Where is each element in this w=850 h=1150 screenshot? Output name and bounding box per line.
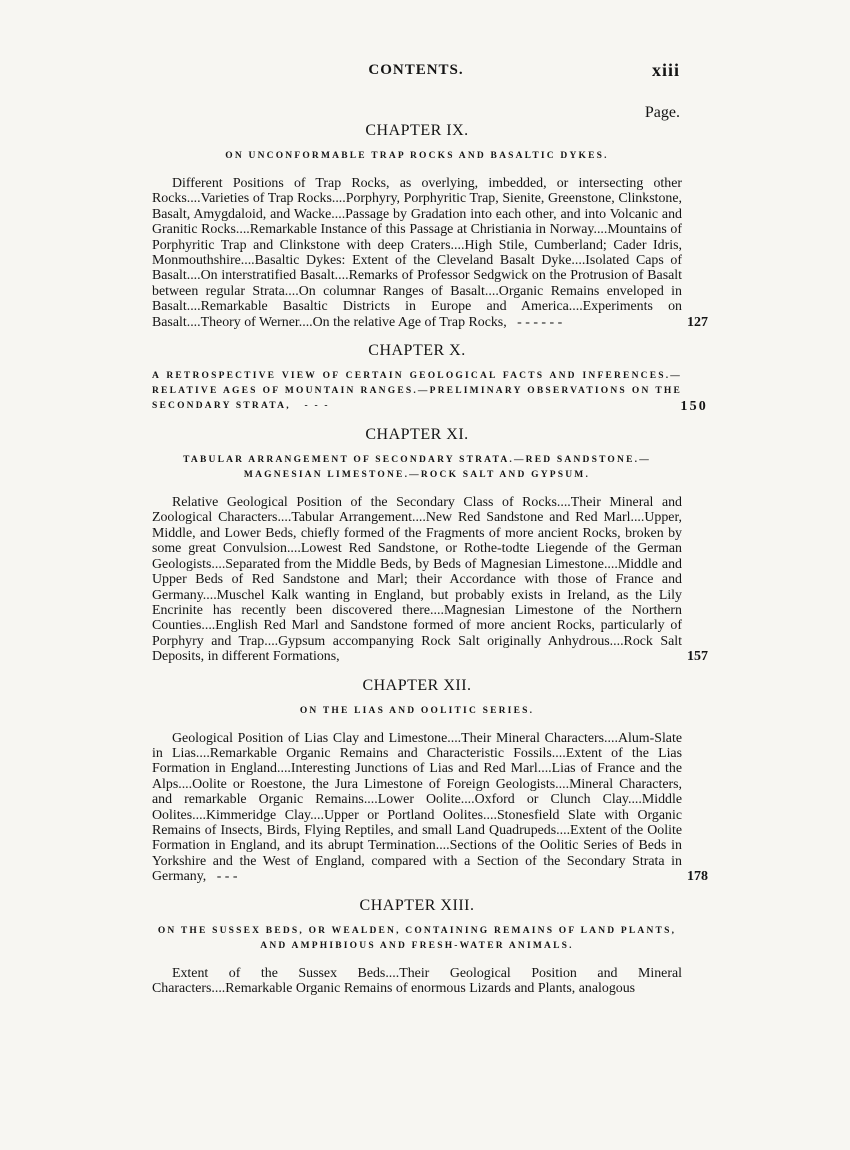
chapter-xi	[152, 426, 708, 665]
chapter-title: CHAPTER IX.	[365, 122, 469, 139]
chapter-subtitle: ON THE SUSSEX BEDS, OR WEALDEN, CONTAINING REMAINS OF LAND PLANTS, AND AMPHIBIOUS AND FRESH-WATER ANIMALS.	[157, 925, 677, 951]
chapter-summary	[152, 495, 708, 665]
chapter-summary	[152, 176, 708, 330]
chapter-xii	[152, 676, 708, 885]
page-number: 178	[687, 869, 708, 885]
summary-text: Different Positions of Trap Rocks, as overlying, imbedded, or intersecting other Rocks....Varieties of Trap Rocks....Porphyry, Porphyritic Trap, Sienite, Greenstone, Clinkstone, Basalt, Amygdaloid, and Wacke....Passage by Gradation into each other, and into Volcanic and Granitic Rocks....Remarkable Instance of this Passage at Christiania in Norway....Mountains of Porphyritic Trap and Clinkstone with deep Craters....High Stile, Cumberland; Cader Idris, Monmouthshire....Basaltic Dykes: Extent of the Cleveland Basalt Dyke....Isolated Caps of Basalt....On interstratified Basalt....Remarks of Professor Sedgwick on the Protrusion of Basalt between regular Strata....On columnar Ranges of Basalt....Organic Remains enveloped in Basalt....Remarkable Basaltic Districts in Europe and America....Experiments on Basalt....Theory of Werner....On the relative Age of Trap Rocks,	[152, 176, 682, 330]
summary-text: Geological Position of Lias Clay and Limestone....Their Mineral Characters....Alum-Slate in Lias....Remarkable Organic Remains and Characteristic Fossils....Extent of the Lias Formation in England....Interesting Junctions of Lias and Red Marl....Lias of France and the Alps....Oolite or Roestone, the Jura Limestone of Foreign Geologists....Mineral Characters, and remarkable Organic Remains....Lower Oolite....Oxford or Clunch Clay....Middle Oolites....Kimmeridge Clay....Upper or Portland Oolites....Stonesfield Slate with Organic Remains of Insects, Birds, Flying Reptiles, and small Land Quadrupeds....Extent of the Oolite Formation in England, and its abrupt Termination....Sections of the Oolitic Series of Beds in Yorkshire and the West of England, compared with a Section of the Secondary Strata in Germany,	[152, 730, 682, 885]
chapter-title: CHAPTER XII.	[362, 676, 472, 694]
summary-text: Relative Geological Position of the Secondary Class of Rocks....Their Mineral and Zoological Characters....Tabular Arrangement....New Red Sandstone and Red Marl....Upper, Middle, and Lower Beds, chiefly formed of the Fragments of more ancient Rocks, broken by some great Convulsion....Lowest Red Sandstone, or Rothe-todte Liegende of the German Geologists....Separated from the Middle Beds, by Beds of Magnesian Limestone....Middle and Upper Beds of Red Sandstone and Marl; their Accordance with those of France and Germany....Muschel Kalk wanting in England, but probably exists in Ireland, as the Lily Encrinite has recently been discovered there....Magnesian Limestone of the Northern Counties....English Red Marl and Sandstone formed of more ancient Rocks, particularly of Porphyry and Trap....Gypsum accompanying Rock Salt originally Anhydrous....Rock Salt Deposits, in different Formations,	[152, 495, 682, 665]
page-header	[150, 62, 682, 86]
chapter-summary	[152, 966, 682, 997]
dot-leader: - - -	[216, 869, 238, 885]
running-title: CONTENTS.	[368, 62, 464, 78]
page-number: 127	[687, 314, 708, 330]
page-column-label: Page.	[644, 104, 680, 121]
chapter-subtitle	[152, 369, 708, 415]
chapter-xiii	[152, 897, 682, 997]
chapter-subtitle: ON UNCONFORMABLE TRAP ROCKS AND BASALTIC DYKES.	[225, 151, 609, 161]
page-number: 150	[680, 399, 708, 415]
chapter-subtitle: TABULAR ARRANGEMENT OF SECONDARY STRATA.—RED SANDSTONE.—MAGNESIAN LIMESTONE.—ROCK SALT AND GYPSUM.	[183, 455, 651, 481]
chapter-title: CHAPTER X.	[368, 342, 466, 360]
chapter-title: CHAPTER XIII.	[359, 896, 475, 914]
chapter-summary	[152, 730, 708, 885]
page-folio: xiii	[651, 60, 680, 80]
subtitle-text: A RETROSPECTIVE VIEW OF CERTAIN GEOLOGICAL FACTS AND INFERENCES.—RELATIVE AGES OF MOUNTAIN RANGES.—PRELIMINARY OBSERVATIONS ON THE SECONDARY STRATA,	[152, 371, 682, 412]
chapter-title: CHAPTER XI.	[365, 426, 469, 444]
chapter-subtitle: ON THE LIAS AND OOLITIC SERIES.	[299, 705, 535, 716]
dot-leader: - - - - - -	[517, 314, 563, 330]
contents-body	[152, 104, 708, 1008]
chapter-ix	[152, 122, 708, 330]
dot-leader: - - -	[304, 401, 330, 412]
page-number: 157	[687, 649, 708, 665]
chapter-x	[152, 342, 708, 415]
summary-text: Extent of the Sussex Beds....Their Geological Position and Mineral Characters....Remarkable Organic Remains of enormous Lizards and Plants, analogous	[152, 965, 682, 996]
